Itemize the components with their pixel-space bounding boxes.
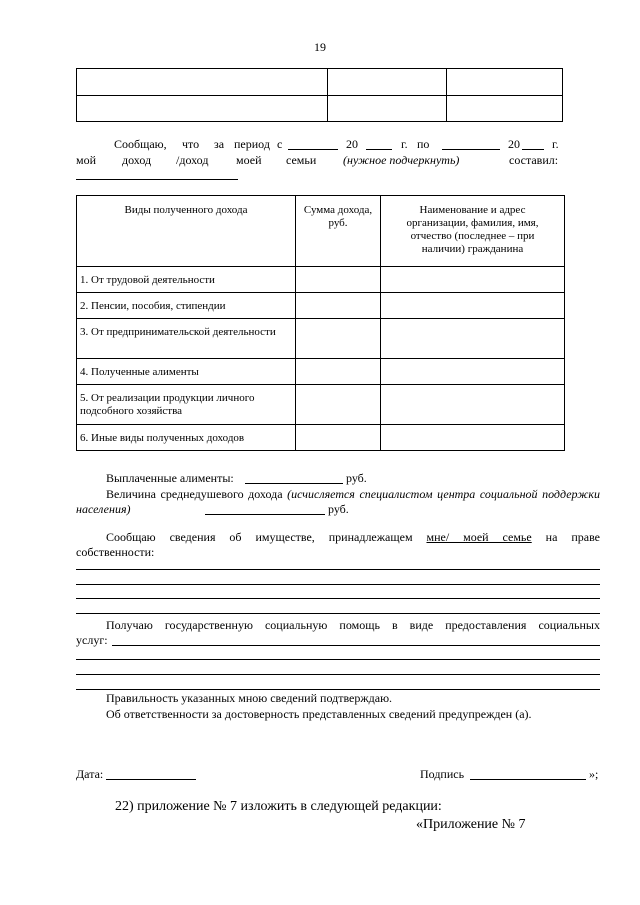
top-table-cell [328, 69, 447, 96]
appendix-title: «Приложение № 7 [416, 817, 526, 832]
header-income-sum: Сумма дохода, руб. [296, 196, 381, 267]
organization-cell[interactable] [381, 267, 565, 293]
period-word: мой [76, 153, 97, 167]
signature-label: Подпись [420, 767, 465, 781]
top-table-cell [77, 69, 328, 96]
table-row [77, 319, 565, 359]
avg-income-label: Величина среднедушевого дохода [106, 487, 283, 501]
table-row [77, 267, 565, 293]
income-total-blank[interactable] [76, 179, 238, 180]
social-aid-blank[interactable] [76, 689, 600, 690]
year-to-blank[interactable] [522, 149, 544, 150]
avg-income-unit: руб. [328, 502, 349, 516]
table-row [77, 359, 565, 385]
property-text: Сообщаю сведения об имуществе, принадлежащем [106, 530, 413, 544]
property-blank[interactable] [76, 613, 600, 614]
page-number: 19 [314, 40, 326, 54]
row-label: 1. От трудовой деятельности [77, 267, 296, 293]
year-from-blank[interactable] [366, 149, 392, 150]
date-to-blank[interactable] [442, 149, 500, 150]
organization-cell[interactable] [381, 385, 565, 425]
period-word: г. [552, 137, 559, 151]
top-table-cell [328, 96, 447, 122]
top-table-cell [447, 69, 563, 96]
property-blank[interactable] [76, 598, 600, 599]
income-table [76, 195, 565, 451]
avg-income-note: (исчисляется специалистом центра социальной поддержки населения) [76, 487, 601, 516]
date-label: Дата: [76, 767, 104, 781]
signature-blank[interactable] [470, 779, 586, 780]
period-word: моей [236, 153, 262, 167]
period-word: Сообщаю, [114, 137, 167, 151]
property-text: на праве [545, 530, 601, 544]
period-line-1 [76, 137, 563, 152]
period-word: период [234, 137, 270, 151]
table-row [77, 385, 565, 425]
period-line-2 [76, 153, 563, 168]
table-row [77, 293, 565, 319]
social-aid-line-2: услуг: [76, 633, 108, 647]
row-label: 5. От реализации продукции личного подсобного хозяйства [77, 385, 296, 425]
organization-cell[interactable] [381, 319, 565, 359]
amendment-text: 22) приложение № 7 изложить в следующей редакции: [115, 799, 442, 814]
organization-cell[interactable] [381, 359, 565, 385]
period-word: /доход [176, 153, 209, 167]
period-word: с [277, 137, 283, 151]
period-word: семьи [286, 153, 317, 167]
property-underlined: мне/ моей семье [426, 530, 532, 544]
row-label: 2. Пенсии, пособия, стипендии [77, 293, 296, 319]
confirm-text: Правильность указанных мною сведений подтверждаю. [106, 691, 393, 705]
year-prefix: 20 [508, 137, 520, 151]
organization-cell[interactable] [381, 293, 565, 319]
organization-cell[interactable] [381, 425, 565, 451]
period-word: составил: [509, 153, 559, 167]
period-word: г. [401, 137, 408, 151]
header-organization: Наименование и адрес организации, фамилия, имя, отчество (последнее – при наличии) гражданина [381, 196, 565, 267]
sum-cell[interactable] [296, 359, 381, 385]
responsibility-text: Об ответственности за достоверность представленных сведений предупрежден (а). [106, 707, 532, 721]
property-line-2: собственности: [76, 545, 155, 559]
sum-cell[interactable] [296, 425, 381, 451]
top-table-cell [447, 96, 563, 122]
period-word: по [417, 137, 430, 151]
alimony-label: Выплаченные алименты: [106, 471, 234, 485]
row-label: 4. Полученные алименты [77, 359, 296, 385]
underline-hint: (нужное подчеркнуть) [343, 153, 460, 167]
date-from-blank[interactable] [288, 149, 338, 150]
property-line-1 [76, 530, 600, 545]
row-label: 3. От предпринимательской деятельности [77, 319, 296, 359]
table-row [77, 425, 565, 451]
period-word: за [214, 137, 225, 151]
period-word: что [182, 137, 200, 151]
top-table [76, 68, 563, 122]
signature-end: »; [589, 767, 599, 781]
sum-cell[interactable] [296, 267, 381, 293]
avg-income-blank[interactable] [205, 514, 325, 515]
top-table-cell [77, 96, 328, 122]
property-blank[interactable] [76, 584, 600, 585]
sum-cell[interactable] [296, 319, 381, 359]
income-table-header [77, 196, 565, 267]
period-word: доход [122, 153, 152, 167]
social-aid-blank[interactable] [76, 674, 600, 675]
alimony-unit: руб. [346, 471, 367, 485]
sum-cell[interactable] [296, 293, 381, 319]
header-income-type: Виды полученного дохода [77, 196, 296, 267]
social-aid-blank[interactable] [76, 659, 600, 660]
sum-cell[interactable] [296, 385, 381, 425]
date-blank[interactable] [106, 779, 196, 780]
social-aid-line-1: Получаю государственную социальную помощь в виде предоставления социальных [106, 618, 600, 632]
social-aid-blank[interactable] [112, 645, 600, 646]
row-label: 6. Иные виды полученных доходов [77, 425, 296, 451]
year-prefix: 20 [346, 137, 358, 151]
alimony-blank[interactable] [245, 483, 343, 484]
property-blank[interactable] [76, 569, 600, 570]
